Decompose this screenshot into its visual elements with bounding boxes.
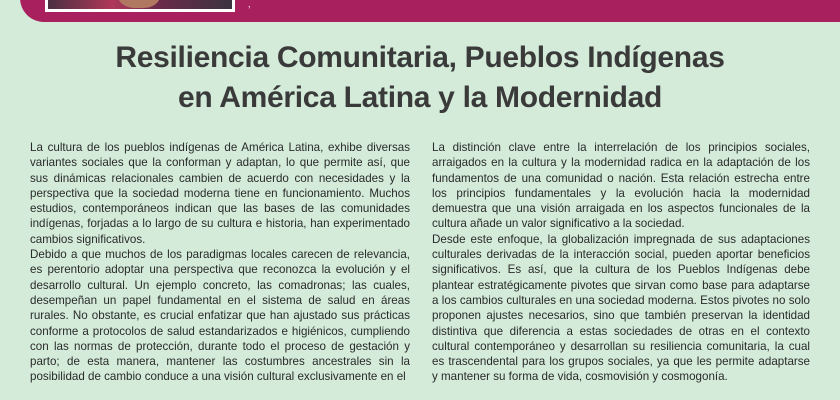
- title-line-1: Resiliencia Comunitaria, Pueblos Indígenas: [115, 41, 725, 74]
- author-photo: [45, 0, 235, 12]
- right-paragraph-2: Desde este enfoque, la globalización impregnada de sus adaptaciones culturales derivadas de la interacción social, pueden aportar beneficios significativos. Es así, que la cultura de los Pueblos Indígenas debe plantear estratégicamente pivotes que sirvan como base para adaptarse a los cambios culturales en una sociedad moderna. Estos pivotes no solo proponen ajustes necesarios, sino que también preservan la identidad distintiva que diferencia a estas sociedades de otras en el contexto cultural contemporáneo y desarrollan su resiliencia comunitaria, la cual es trascendental para los grupos sociales, ya que les permite adaptarse y mantener su forma de vida, cosmovisión y cosmogonía.: [432, 232, 810, 384]
- banner-caption: ‚: [248, 0, 251, 10]
- left-paragraph-1: La cultura de los pueblos indígenas de América Latina, exhibe diversas variantes sociales que la conforman y adaptan, lo que permite así, que sus dinámicas relacionales cambien de acuerdo con necesidades y la perspectiva que la sociedad moderna tiene en funcionamiento. Muchos estudios, contemporáneos indican que las bases de las comunidades indígenas, forjadas a lo largo de su cultura e historia, han experimentado cambios significativos.: [30, 141, 410, 246]
- right-paragraph-1: La distinción clave entre la interrelación de los principios sociales, arraigados en la cultura y la modernidad radica en la adaptación de los fundamentos de una comunidad o nación. Esta relación estrecha entre los principios fundamentales y la evolución hacia la modernidad demuestra que una visión arraigada en los aspectos funcionales de la cultura añade un valor significativo a la sociedad.: [432, 141, 810, 231]
- right-column: [432, 140, 810, 385]
- title-line-2: en América Latina y la Modernidad: [177, 81, 663, 114]
- left-paragraph-2: Debido a que muchos de los paradigmas locales carecen de relevancia, es perentorio adoptar una perspectiva que reconozca la evolución y el desarrollo cultural. Un ejemplo concreto, las comadronas; las cuales, desempeñan un papel fundamental en el sistema de salud en áreas rurales. No obstante, es crucial enfatizar que han ajustado sus prácticas conforme a protocolos de salud estandarizados e higiénicos, cumpliendo con las normas de protección, durante todo el proceso de gestación y parto; de esta manera, mantener las costumbres ancestrales sin la posibilidad de cambio conduce a una visión cultural exclusivamente en el: [30, 248, 410, 384]
- portrait-face: [118, 0, 160, 8]
- left-column: [30, 140, 410, 385]
- article-title: [0, 38, 840, 118]
